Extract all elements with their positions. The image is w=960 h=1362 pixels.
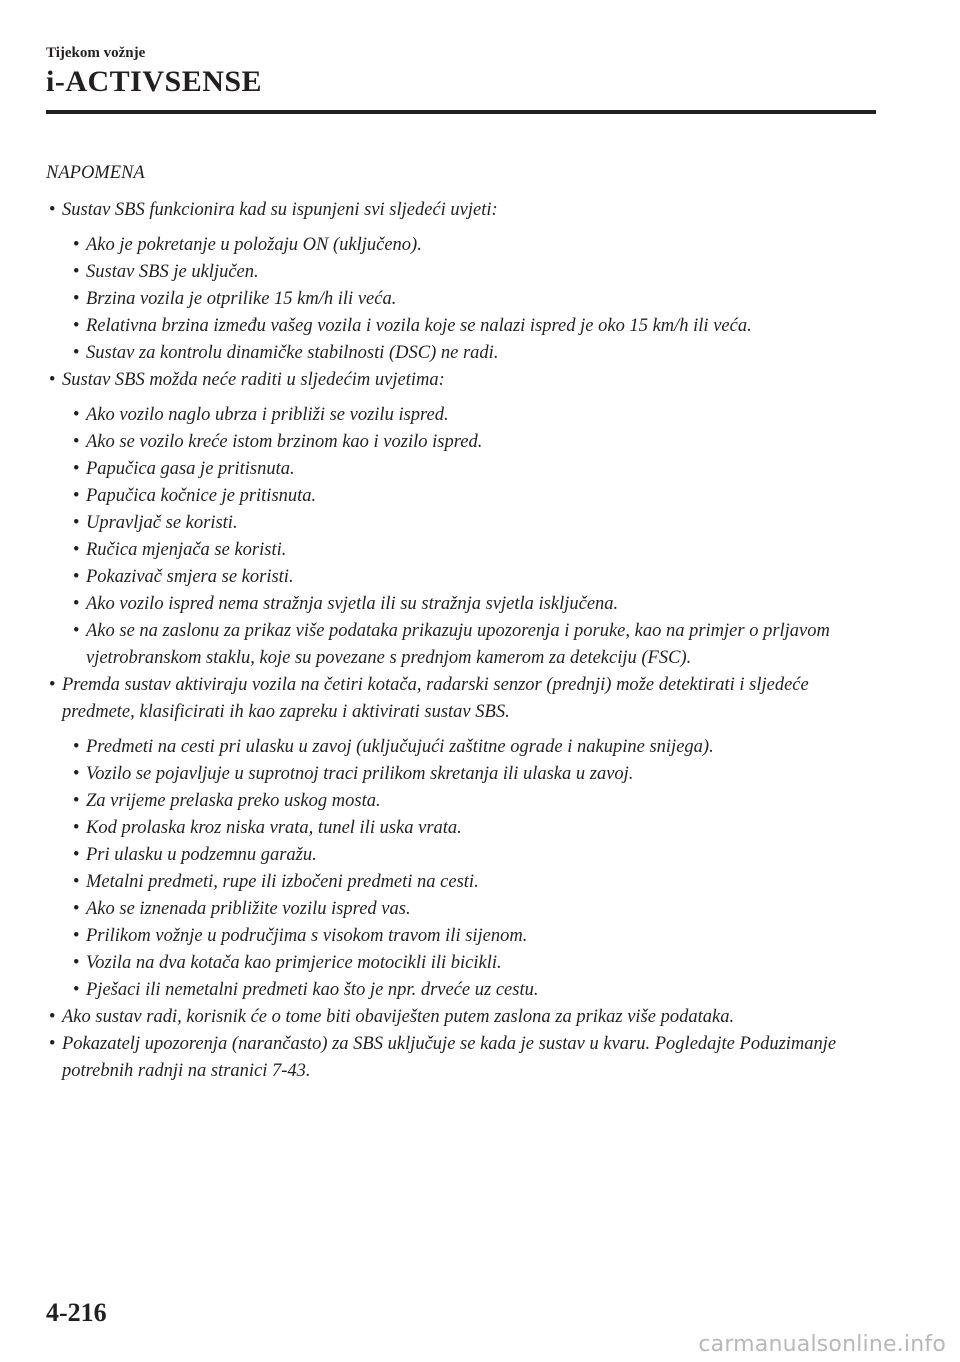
header-divider [46, 110, 876, 114]
note-item [46, 1004, 866, 1031]
bullet-icon: • [73, 289, 80, 309]
sub-item-text: Vozilo se pojavljuje u suprotnoj traci prilikom skretanja ili ulaska u zavoj. [86, 764, 634, 784]
bullet-icon: • [73, 926, 80, 946]
sub-item-text: Ako se na zaslonu za prikaz više podataka prikazuju upozorenja i poruke, kao na primjer o prljavom vjetrobranskom staklu, koje su povezane s prednjom kamerom za detekciju (FSC). [86, 621, 830, 668]
note-list [46, 197, 866, 1085]
sub-item-text: Kod prolaska kroz niska vrata, tunel ili uska vrata. [86, 818, 462, 838]
bullet-icon: • [73, 621, 80, 641]
sub-item-text: Pokazivač smjera se koristi. [86, 567, 294, 587]
bullet-icon: • [73, 459, 80, 479]
sub-item [46, 564, 866, 591]
note-item-text: Pokazatelj upozorenja (narančasto) za SBS uključuje se kada je sustav u kvaru. Pogledajte Poduzimanje potrebnih radnji na stranici 7-43. [62, 1034, 837, 1081]
bullet-icon: • [49, 1007, 56, 1027]
note-item [46, 197, 866, 367]
note-block [46, 160, 866, 1085]
sub-item-text: Sustav SBS je uključen. [86, 262, 259, 282]
bullet-icon: • [73, 316, 80, 336]
note-item [46, 367, 866, 672]
sub-item [46, 761, 866, 788]
note-item-text: Ako sustav radi, korisnik će o tome biti obaviješten putem zaslona za prikaz više podataka. [62, 1007, 735, 1027]
sub-item [46, 537, 866, 564]
sub-list [46, 734, 866, 1004]
sub-item [46, 232, 866, 259]
sub-item-text: Sustav za kontrolu dinamičke stabilnosti (DSC) ne radi. [86, 343, 499, 363]
sub-item [46, 842, 866, 869]
sub-item [46, 923, 866, 950]
sub-item-text: Ako se iznenada približite vozilu ispred vas. [86, 899, 411, 919]
sub-item [46, 869, 866, 896]
sub-item [46, 618, 866, 672]
sub-item [46, 977, 866, 1004]
sub-item [46, 340, 866, 367]
bullet-icon: • [73, 737, 80, 757]
note-item-text: Sustav SBS funkcionira kad su ispunjeni svi sljedeći uvjeti: [62, 200, 498, 220]
bullet-icon: • [73, 486, 80, 506]
bullet-icon: • [73, 899, 80, 919]
sub-list [46, 232, 866, 367]
bullet-icon: • [49, 675, 56, 695]
sub-item-text: Prilikom vožnje u područjima s visokom travom ili sijenom. [86, 926, 528, 946]
sub-item [46, 286, 866, 313]
sub-item [46, 402, 866, 429]
sub-item-text: Predmeti na cesti pri ulasku u zavoj (uključujući zaštitne ograde i nakupine snijega). [86, 737, 714, 757]
section-label: Tijekom vožnje [46, 45, 146, 61]
sub-item-text: Relativna brzina između vašeg vozila i vozila koje se nalazi ispred je oko 15 km/h ili veća. [86, 316, 752, 336]
note-title: NAPOMENA [46, 163, 145, 183]
bullet-icon: • [73, 980, 80, 1000]
bullet-icon: • [73, 262, 80, 282]
sub-item [46, 510, 866, 537]
bullet-icon: • [73, 594, 80, 614]
bullet-icon: • [73, 343, 80, 363]
sub-item-text: Upravljač se koristi. [86, 513, 238, 533]
sub-item [46, 313, 866, 340]
sub-item [46, 950, 866, 977]
bullet-icon: • [49, 370, 56, 390]
page-number: 4-216 [46, 1298, 107, 1327]
sub-item [46, 259, 866, 286]
bullet-icon: • [73, 818, 80, 838]
sub-item-text: Ako se vozilo kreće istom brzinom kao i vozilo ispred. [86, 432, 483, 452]
sub-item-text: Ako vozilo ispred nema stražnja svjetla ili su stražnja svjetla isključena. [86, 594, 619, 614]
sub-item [46, 591, 866, 618]
bullet-icon: • [73, 235, 80, 255]
sub-item [46, 788, 866, 815]
note-item-text: Sustav SBS možda neće raditi u sljedećim uvjetima: [62, 370, 445, 390]
sub-item [46, 734, 866, 761]
sub-item-text: Ručica mjenjača se koristi. [86, 540, 287, 560]
bullet-icon: • [49, 1034, 56, 1054]
sub-item-text: Pješaci ili nemetalni predmeti kao što je npr. drveće uz cestu. [86, 980, 539, 1000]
bullet-icon: • [73, 405, 80, 425]
sub-item [46, 456, 866, 483]
note-item [46, 672, 866, 1004]
sub-item-text: Pri ulasku u podzemnu garažu. [86, 845, 317, 865]
sub-item-text: Vozila na dva kotača kao primjerice motocikli ili bicikli. [86, 953, 502, 973]
sub-item [46, 429, 866, 456]
bullet-icon: • [73, 513, 80, 533]
bullet-icon: • [73, 540, 80, 560]
bullet-icon: • [73, 764, 80, 784]
sub-item [46, 896, 866, 923]
sub-item-text: Papučica gasa je pritisnuta. [86, 459, 295, 479]
bullet-icon: • [73, 791, 80, 811]
bullet-icon: • [73, 872, 80, 892]
sub-item [46, 815, 866, 842]
note-item [46, 1031, 866, 1085]
bullet-icon: • [49, 200, 56, 220]
sub-item-text: Metalni predmeti, rupe ili izbočeni predmeti na cesti. [86, 872, 479, 892]
sub-item-text: Papučica kočnice je pritisnuta. [86, 486, 317, 506]
sub-list [46, 402, 866, 672]
sub-item-text: Ako je pokretanje u položaju ON (uključeno). [86, 235, 422, 255]
watermark-text: carmanualsonline.info [698, 1332, 946, 1357]
bullet-icon: • [73, 567, 80, 587]
sub-item-text: Ako vozilo naglo ubrza i približi se vozilu ispred. [86, 405, 449, 425]
sub-item [46, 483, 866, 510]
sub-item-text: Brzina vozila je otprilike 15 km/h ili veća. [86, 289, 397, 309]
note-item-text: Premda sustav aktiviraju vozila na četiri kotača, radarski senzor (prednji) može detektirati i sljedeće predmete, klasificirati ih kao zapreku i aktivirati sustav SBS. [62, 675, 809, 722]
bullet-icon: • [73, 432, 80, 452]
sub-item-text: Za vrijeme prelaska preko uskog mosta. [86, 791, 381, 811]
bullet-icon: • [73, 953, 80, 973]
page-title: i-ACTIVSENSE [46, 65, 263, 98]
bullet-icon: • [73, 845, 80, 865]
